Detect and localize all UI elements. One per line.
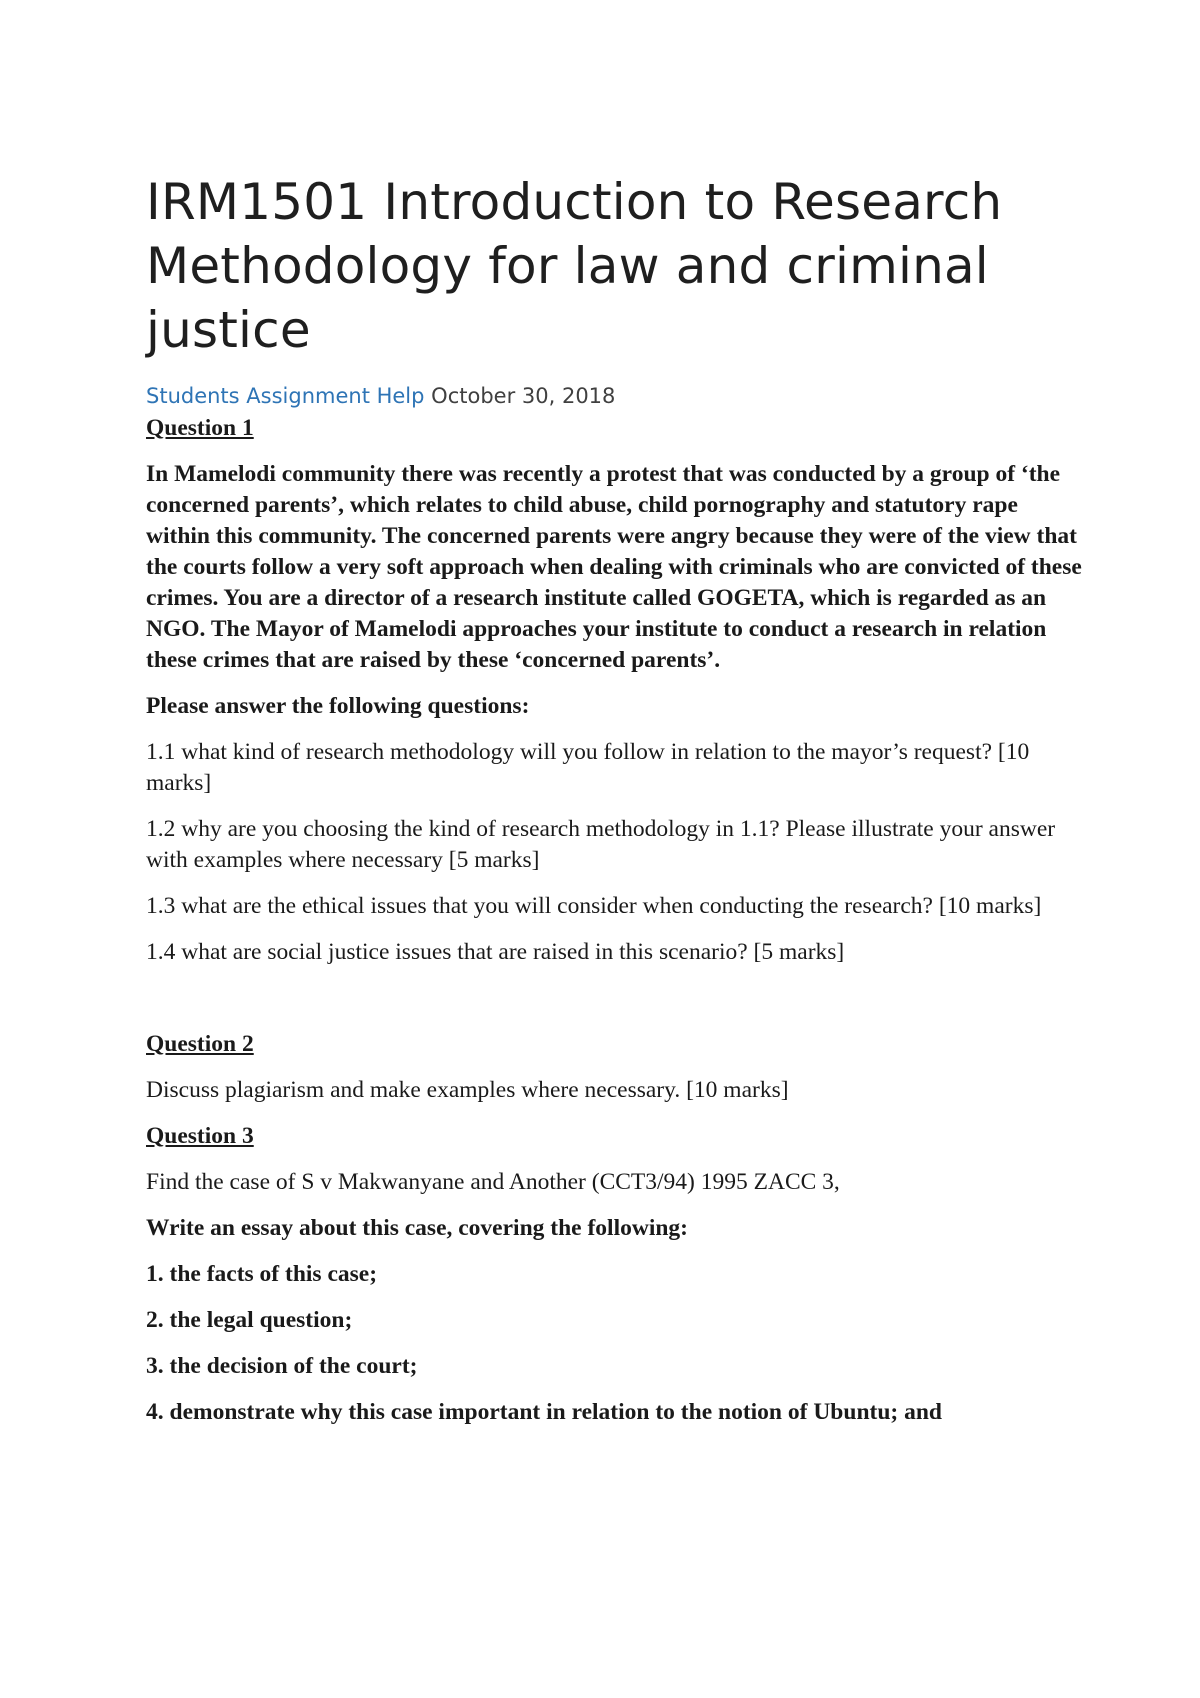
document-title: IRM1501 Introduction to Research Methodology for law and criminal justice — [146, 173, 1003, 359]
question-1-item: 1.3 what are the ethical issues that you will consider when conducting the research? [10 marks] — [146, 893, 1042, 919]
document-page — [146, 170, 1086, 1428]
question-3-item: 3. the decision of the court; — [146, 1353, 418, 1379]
question-1-scenario: In Mamelodi community there was recently a protest that was conducted by a group of ‘the concerned parents’, which relates to child abuse, child pornography and statutory rape within this community. The concerned parents were angry because they were of the view that the courts follow a very soft approach when dealing with criminals who are convicted of these crimes. You are a director of a research institute called GOGETA, which is regarded as an NGO. The Mayor of Mamelodi approaches your institute to conduct a research in relation these crimes that are raised by these ‘concerned parents’. — [146, 461, 1082, 673]
question-1-item: 1.1 what kind of research methodology will you follow in relation to the mayor’s request? [10 marks] — [146, 739, 1030, 796]
byline — [146, 382, 1086, 410]
question-1-item: 1.2 why are you choosing the kind of research methodology in 1.1? Please illustrate your answer with examples where necessary [5 marks] — [146, 816, 1056, 873]
question-3-item: 2. the legal question; — [146, 1307, 353, 1333]
question-3-instruction: Write an essay about this case, covering the following: — [146, 1215, 688, 1241]
question-1-item: 1.4 what are social justice issues that are raised in this scenario? [5 marks] — [146, 939, 845, 965]
author-link[interactable]: Students Assignment Help — [146, 384, 425, 408]
question-3-item: 4. demonstrate why this case important in relation to the notion of Ubuntu; and — [146, 1399, 942, 1425]
question-1-heading: Question 1 — [146, 415, 254, 441]
question-2-heading: Question 2 — [146, 1031, 254, 1057]
question-3-case: Find the case of S v Makwanyane and Another (CCT3/94) 1995 ZACC 3, — [146, 1169, 840, 1195]
question-2-text: Discuss plagiarism and make examples where necessary. [10 marks] — [146, 1077, 789, 1103]
post-date: October 30, 2018 — [431, 384, 616, 408]
question-3-item: 1. the facts of this case; — [146, 1261, 378, 1287]
question-1-instruction: Please answer the following questions: — [146, 693, 530, 719]
question-3-heading: Question 3 — [146, 1123, 254, 1149]
